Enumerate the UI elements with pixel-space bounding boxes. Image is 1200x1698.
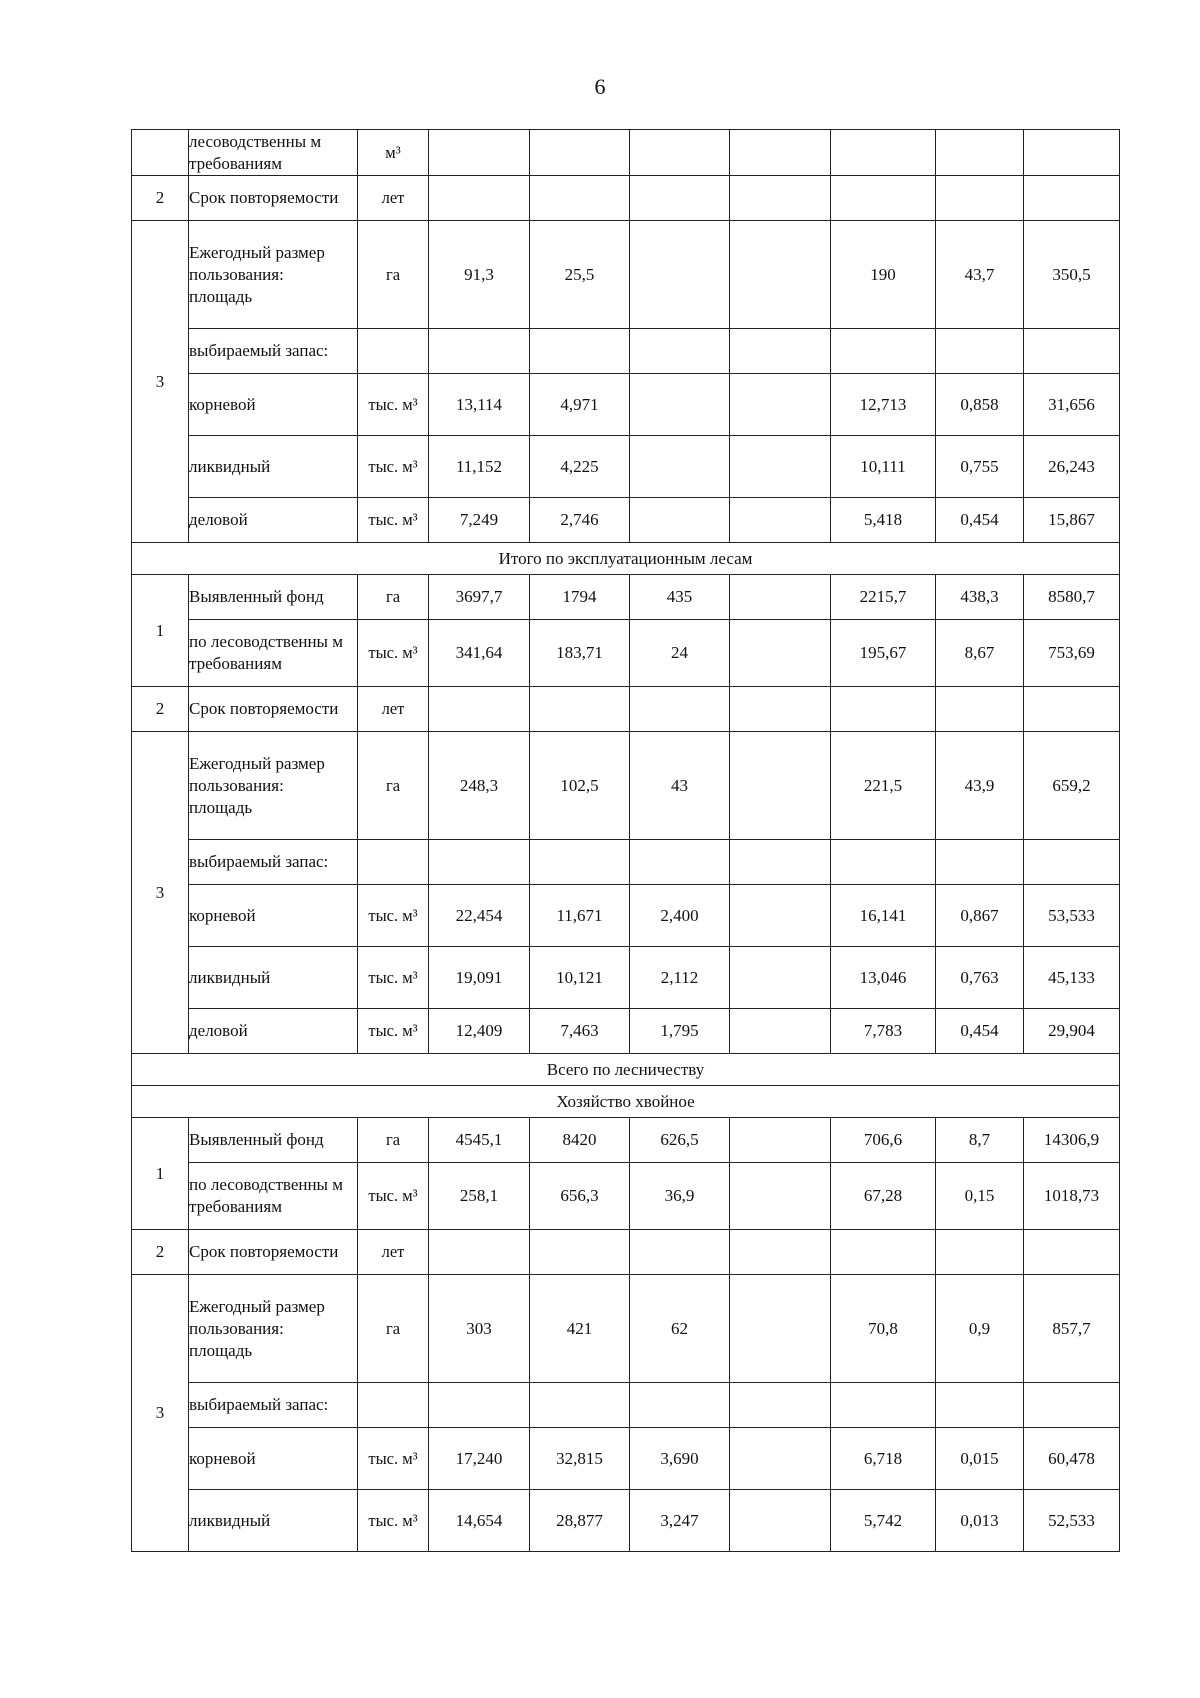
row-label-text: ликвидный bbox=[189, 1510, 271, 1530]
row-number: 1 bbox=[132, 575, 189, 687]
value-cell bbox=[730, 1118, 831, 1163]
unit-cell: тыс. м³ bbox=[358, 1163, 429, 1230]
row-label bbox=[189, 620, 358, 687]
value-cell: 258,1 bbox=[429, 1163, 530, 1230]
table-row bbox=[132, 885, 1120, 947]
table-row bbox=[132, 1275, 1120, 1383]
value-cell: 29,904 bbox=[1024, 1009, 1120, 1054]
value-cell: 656,3 bbox=[530, 1163, 630, 1230]
value-cell: 0,454 bbox=[936, 498, 1024, 543]
row-label-text: выбираемый запас: bbox=[189, 1395, 329, 1414]
value-cell: 421 bbox=[530, 1275, 630, 1383]
unit-cell: тыс. м³ bbox=[358, 885, 429, 947]
value-cell bbox=[429, 840, 530, 885]
value-cell bbox=[936, 329, 1024, 374]
unit-cell: тыс. м³ bbox=[358, 1009, 429, 1054]
value-cell bbox=[429, 130, 530, 176]
row-label-text: Выявленный фонд bbox=[189, 587, 324, 606]
value-cell: 19,091 bbox=[429, 947, 530, 1009]
value-cell: 53,533 bbox=[1024, 885, 1120, 947]
value-cell: 183,71 bbox=[530, 620, 630, 687]
value-cell: 16,141 bbox=[831, 885, 936, 947]
table-row bbox=[132, 1383, 1120, 1428]
unit-cell: лет bbox=[358, 1230, 429, 1275]
row-label bbox=[189, 221, 358, 329]
value-cell: 3697,7 bbox=[429, 575, 530, 620]
value-cell: 0,454 bbox=[936, 1009, 1024, 1054]
row-label-text: корневой bbox=[189, 905, 256, 925]
value-cell: 52,533 bbox=[1024, 1490, 1120, 1552]
row-label bbox=[189, 1163, 358, 1230]
row-label bbox=[189, 1118, 358, 1163]
section-title: Хозяйство хвойное bbox=[132, 1086, 1120, 1118]
value-cell bbox=[936, 687, 1024, 732]
value-cell bbox=[730, 575, 831, 620]
value-cell bbox=[730, 620, 831, 687]
value-cell: 43 bbox=[630, 732, 730, 840]
value-cell: 13,114 bbox=[429, 374, 530, 436]
value-cell bbox=[831, 176, 936, 221]
value-cell: 0,763 bbox=[936, 947, 1024, 1009]
value-cell bbox=[530, 840, 630, 885]
unit-cell: м³ bbox=[358, 130, 429, 176]
row-label-text: корневой bbox=[189, 1448, 256, 1468]
unit-cell: га bbox=[358, 221, 429, 329]
value-cell: 248,3 bbox=[429, 732, 530, 840]
unit-cell bbox=[358, 840, 429, 885]
unit-cell bbox=[358, 1383, 429, 1428]
table-row bbox=[132, 732, 1120, 840]
value-cell: 7,249 bbox=[429, 498, 530, 543]
row-label-text: Срок повторяемости bbox=[189, 699, 339, 718]
value-cell bbox=[630, 1383, 730, 1428]
value-cell bbox=[530, 130, 630, 176]
value-cell: 15,867 bbox=[1024, 498, 1120, 543]
value-cell bbox=[730, 840, 831, 885]
row-label-text: ликвидный bbox=[189, 456, 271, 476]
value-cell bbox=[630, 1230, 730, 1275]
unit-cell: тыс. м³ bbox=[358, 947, 429, 1009]
value-cell bbox=[730, 1383, 831, 1428]
value-cell: 4,225 bbox=[530, 436, 630, 498]
value-cell: 13,046 bbox=[831, 947, 936, 1009]
value-cell bbox=[730, 329, 831, 374]
value-cell bbox=[730, 885, 831, 947]
value-cell: 0,858 bbox=[936, 374, 1024, 436]
value-cell bbox=[630, 498, 730, 543]
row-label-text: Выявленный фонд bbox=[189, 1130, 324, 1149]
row-label bbox=[189, 947, 358, 1009]
value-cell: 10,111 bbox=[831, 436, 936, 498]
unit-cell: га bbox=[358, 575, 429, 620]
table-row bbox=[132, 130, 1120, 176]
value-cell: 0,867 bbox=[936, 885, 1024, 947]
value-cell bbox=[831, 329, 936, 374]
value-cell: 0,755 bbox=[936, 436, 1024, 498]
value-cell: 2,112 bbox=[630, 947, 730, 1009]
value-cell: 1794 bbox=[530, 575, 630, 620]
value-cell: 350,5 bbox=[1024, 221, 1120, 329]
value-cell bbox=[730, 732, 831, 840]
value-cell: 4545,1 bbox=[429, 1118, 530, 1163]
forest-use-table bbox=[131, 129, 1120, 1552]
table-row bbox=[132, 374, 1120, 436]
table-row bbox=[132, 1428, 1120, 1490]
value-cell bbox=[730, 1275, 831, 1383]
value-cell bbox=[630, 374, 730, 436]
value-cell bbox=[831, 1383, 936, 1428]
value-cell bbox=[429, 176, 530, 221]
row-sublabel: площадь bbox=[189, 1340, 253, 1360]
value-cell bbox=[1024, 176, 1120, 221]
value-cell: 195,67 bbox=[831, 620, 936, 687]
row-label bbox=[189, 1490, 358, 1552]
value-cell bbox=[730, 687, 831, 732]
value-cell: 706,6 bbox=[831, 1118, 936, 1163]
value-cell: 303 bbox=[429, 1275, 530, 1383]
unit-cell: тыс. м³ bbox=[358, 374, 429, 436]
value-cell bbox=[429, 1383, 530, 1428]
value-cell bbox=[730, 1428, 831, 1490]
unit-cell: тыс. м³ bbox=[358, 436, 429, 498]
value-cell: 45,133 bbox=[1024, 947, 1120, 1009]
table-row bbox=[132, 1009, 1120, 1054]
unit-cell: тыс. м³ bbox=[358, 498, 429, 543]
row-label bbox=[189, 1009, 358, 1054]
value-cell: 190 bbox=[831, 221, 936, 329]
section-title: Всего по лесничеству bbox=[132, 1054, 1120, 1086]
value-cell bbox=[730, 130, 831, 176]
table-row bbox=[132, 1118, 1120, 1163]
table-row bbox=[132, 329, 1120, 374]
section-row bbox=[132, 1086, 1120, 1118]
row-label-text: Срок повторяемости bbox=[189, 1242, 339, 1261]
row-label bbox=[189, 436, 358, 498]
value-cell bbox=[630, 436, 730, 498]
row-number: 2 bbox=[132, 176, 189, 221]
row-label-text: по лесоводственны м требованиям bbox=[189, 632, 343, 673]
value-cell: 438,3 bbox=[936, 575, 1024, 620]
value-cell: 10,121 bbox=[530, 947, 630, 1009]
value-cell: 14,654 bbox=[429, 1490, 530, 1552]
value-cell bbox=[1024, 1383, 1120, 1428]
value-cell bbox=[730, 1009, 831, 1054]
row-label-text: Ежегодный размер пользования: bbox=[189, 753, 325, 795]
value-cell: 32,815 bbox=[530, 1428, 630, 1490]
value-cell: 12,409 bbox=[429, 1009, 530, 1054]
unit-cell: лет bbox=[358, 687, 429, 732]
value-cell: 91,3 bbox=[429, 221, 530, 329]
value-cell: 5,742 bbox=[831, 1490, 936, 1552]
row-label-text: корневой bbox=[189, 394, 256, 414]
table-row bbox=[132, 176, 1120, 221]
row-label-text: деловой bbox=[189, 1021, 248, 1040]
value-cell bbox=[1024, 687, 1120, 732]
value-cell bbox=[936, 1383, 1024, 1428]
value-cell: 1,795 bbox=[630, 1009, 730, 1054]
value-cell bbox=[630, 840, 730, 885]
row-label bbox=[189, 687, 358, 732]
section-title: Итого по эксплуатационным лесам bbox=[132, 543, 1120, 575]
value-cell: 67,28 bbox=[831, 1163, 936, 1230]
value-cell bbox=[730, 947, 831, 1009]
row-sublabel: площадь bbox=[189, 286, 253, 306]
value-cell bbox=[429, 329, 530, 374]
row-number: 1 bbox=[132, 1118, 189, 1230]
row-label-text: Ежегодный размер пользования: bbox=[189, 1296, 325, 1338]
value-cell: 4,971 bbox=[530, 374, 630, 436]
row-label bbox=[189, 329, 358, 374]
value-cell: 11,152 bbox=[429, 436, 530, 498]
row-label bbox=[189, 840, 358, 885]
value-cell bbox=[429, 687, 530, 732]
section-row bbox=[132, 543, 1120, 575]
value-cell bbox=[730, 374, 831, 436]
value-cell: 3,690 bbox=[630, 1428, 730, 1490]
row-label bbox=[189, 732, 358, 840]
table-row bbox=[132, 436, 1120, 498]
value-cell bbox=[730, 436, 831, 498]
value-cell: 0,013 bbox=[936, 1490, 1024, 1552]
value-cell: 2215,7 bbox=[831, 575, 936, 620]
value-cell bbox=[936, 130, 1024, 176]
value-cell bbox=[630, 176, 730, 221]
value-cell bbox=[936, 176, 1024, 221]
row-label bbox=[189, 130, 358, 176]
value-cell: 24 bbox=[630, 620, 730, 687]
page-number: 6 bbox=[594, 74, 606, 99]
value-cell: 8420 bbox=[530, 1118, 630, 1163]
unit-cell: га bbox=[358, 1275, 429, 1383]
row-label-text: лесоводственны м требованиям bbox=[189, 131, 322, 173]
row-sublabel: площадь bbox=[189, 797, 253, 817]
unit-cell: га bbox=[358, 1118, 429, 1163]
value-cell bbox=[530, 176, 630, 221]
row-label bbox=[189, 1230, 358, 1275]
value-cell bbox=[1024, 329, 1120, 374]
value-cell: 43,9 bbox=[936, 732, 1024, 840]
row-label bbox=[189, 885, 358, 947]
value-cell bbox=[530, 1383, 630, 1428]
value-cell: 43,7 bbox=[936, 221, 1024, 329]
row-label-text: выбираемый запас: bbox=[189, 852, 329, 871]
section-row bbox=[132, 1054, 1120, 1086]
row-label-text: деловой bbox=[189, 510, 248, 529]
row-number: 2 bbox=[132, 687, 189, 732]
value-cell: 25,5 bbox=[530, 221, 630, 329]
row-label-text: по лесоводственны м требованиям bbox=[189, 1175, 343, 1216]
row-label-text: ликвидный bbox=[189, 967, 271, 987]
value-cell bbox=[1024, 840, 1120, 885]
value-cell: 659,2 bbox=[1024, 732, 1120, 840]
value-cell: 8,7 bbox=[936, 1118, 1024, 1163]
value-cell bbox=[630, 221, 730, 329]
row-label-text: Срок повторяемости bbox=[189, 188, 339, 207]
value-cell: 12,713 bbox=[831, 374, 936, 436]
value-cell bbox=[936, 1230, 1024, 1275]
row-number: 3 bbox=[132, 732, 189, 1054]
value-cell bbox=[730, 221, 831, 329]
value-cell: 2,400 bbox=[630, 885, 730, 947]
value-cell bbox=[730, 1230, 831, 1275]
value-cell: 0,15 bbox=[936, 1163, 1024, 1230]
value-cell bbox=[730, 176, 831, 221]
value-cell: 341,64 bbox=[429, 620, 530, 687]
value-cell: 11,671 bbox=[530, 885, 630, 947]
value-cell: 70,8 bbox=[831, 1275, 936, 1383]
table-row bbox=[132, 1163, 1120, 1230]
row-label-text: Ежегодный размер пользования: bbox=[189, 242, 325, 284]
row-label bbox=[189, 374, 358, 436]
value-cell: 8580,7 bbox=[1024, 575, 1120, 620]
value-cell: 0,015 bbox=[936, 1428, 1024, 1490]
value-cell: 26,243 bbox=[1024, 436, 1120, 498]
value-cell: 2,746 bbox=[530, 498, 630, 543]
value-cell bbox=[530, 1230, 630, 1275]
unit-cell: тыс. м³ bbox=[358, 620, 429, 687]
value-cell bbox=[1024, 130, 1120, 176]
table-row bbox=[132, 840, 1120, 885]
table-row bbox=[132, 1490, 1120, 1552]
row-label-text: выбираемый запас: bbox=[189, 341, 329, 360]
value-cell bbox=[936, 840, 1024, 885]
value-cell bbox=[831, 687, 936, 732]
row-label bbox=[189, 1383, 358, 1428]
value-cell bbox=[530, 329, 630, 374]
value-cell bbox=[831, 840, 936, 885]
value-cell: 221,5 bbox=[831, 732, 936, 840]
table-row bbox=[132, 575, 1120, 620]
table-row bbox=[132, 620, 1120, 687]
table-row bbox=[132, 498, 1120, 543]
value-cell: 22,454 bbox=[429, 885, 530, 947]
unit-cell bbox=[358, 329, 429, 374]
row-label bbox=[189, 176, 358, 221]
value-cell: 102,5 bbox=[530, 732, 630, 840]
row-label bbox=[189, 1275, 358, 1383]
value-cell: 62 bbox=[630, 1275, 730, 1383]
table-row bbox=[132, 947, 1120, 1009]
row-label bbox=[189, 575, 358, 620]
value-cell: 7,463 bbox=[530, 1009, 630, 1054]
value-cell: 857,7 bbox=[1024, 1275, 1120, 1383]
value-cell bbox=[630, 130, 730, 176]
value-cell bbox=[630, 329, 730, 374]
table-row bbox=[132, 221, 1120, 329]
value-cell: 28,877 bbox=[530, 1490, 630, 1552]
value-cell bbox=[530, 687, 630, 732]
row-label bbox=[189, 1428, 358, 1490]
value-cell: 753,69 bbox=[1024, 620, 1120, 687]
value-cell: 17,240 bbox=[429, 1428, 530, 1490]
value-cell: 435 bbox=[630, 575, 730, 620]
value-cell: 8,67 bbox=[936, 620, 1024, 687]
value-cell: 60,478 bbox=[1024, 1428, 1120, 1490]
value-cell: 3,247 bbox=[630, 1490, 730, 1552]
unit-cell: тыс. м³ bbox=[358, 1490, 429, 1552]
value-cell: 31,656 bbox=[1024, 374, 1120, 436]
unit-cell: тыс. м³ bbox=[358, 1428, 429, 1490]
value-cell: 0,9 bbox=[936, 1275, 1024, 1383]
value-cell: 7,783 bbox=[831, 1009, 936, 1054]
value-cell: 6,718 bbox=[831, 1428, 936, 1490]
value-cell bbox=[730, 498, 831, 543]
unit-cell: га bbox=[358, 732, 429, 840]
value-cell bbox=[630, 687, 730, 732]
table-row bbox=[132, 687, 1120, 732]
value-cell bbox=[730, 1490, 831, 1552]
table-row bbox=[132, 1230, 1120, 1275]
row-number bbox=[132, 130, 189, 176]
value-cell: 36,9 bbox=[630, 1163, 730, 1230]
row-number: 3 bbox=[132, 221, 189, 543]
value-cell: 1018,73 bbox=[1024, 1163, 1120, 1230]
value-cell bbox=[730, 1163, 831, 1230]
value-cell: 5,418 bbox=[831, 498, 936, 543]
row-label bbox=[189, 498, 358, 543]
value-cell: 626,5 bbox=[630, 1118, 730, 1163]
value-cell bbox=[831, 1230, 936, 1275]
row-number: 2 bbox=[132, 1230, 189, 1275]
value-cell bbox=[429, 1230, 530, 1275]
row-number: 3 bbox=[132, 1275, 189, 1552]
unit-cell: лет bbox=[358, 176, 429, 221]
value-cell bbox=[831, 130, 936, 176]
value-cell: 14306,9 bbox=[1024, 1118, 1120, 1163]
value-cell bbox=[1024, 1230, 1120, 1275]
